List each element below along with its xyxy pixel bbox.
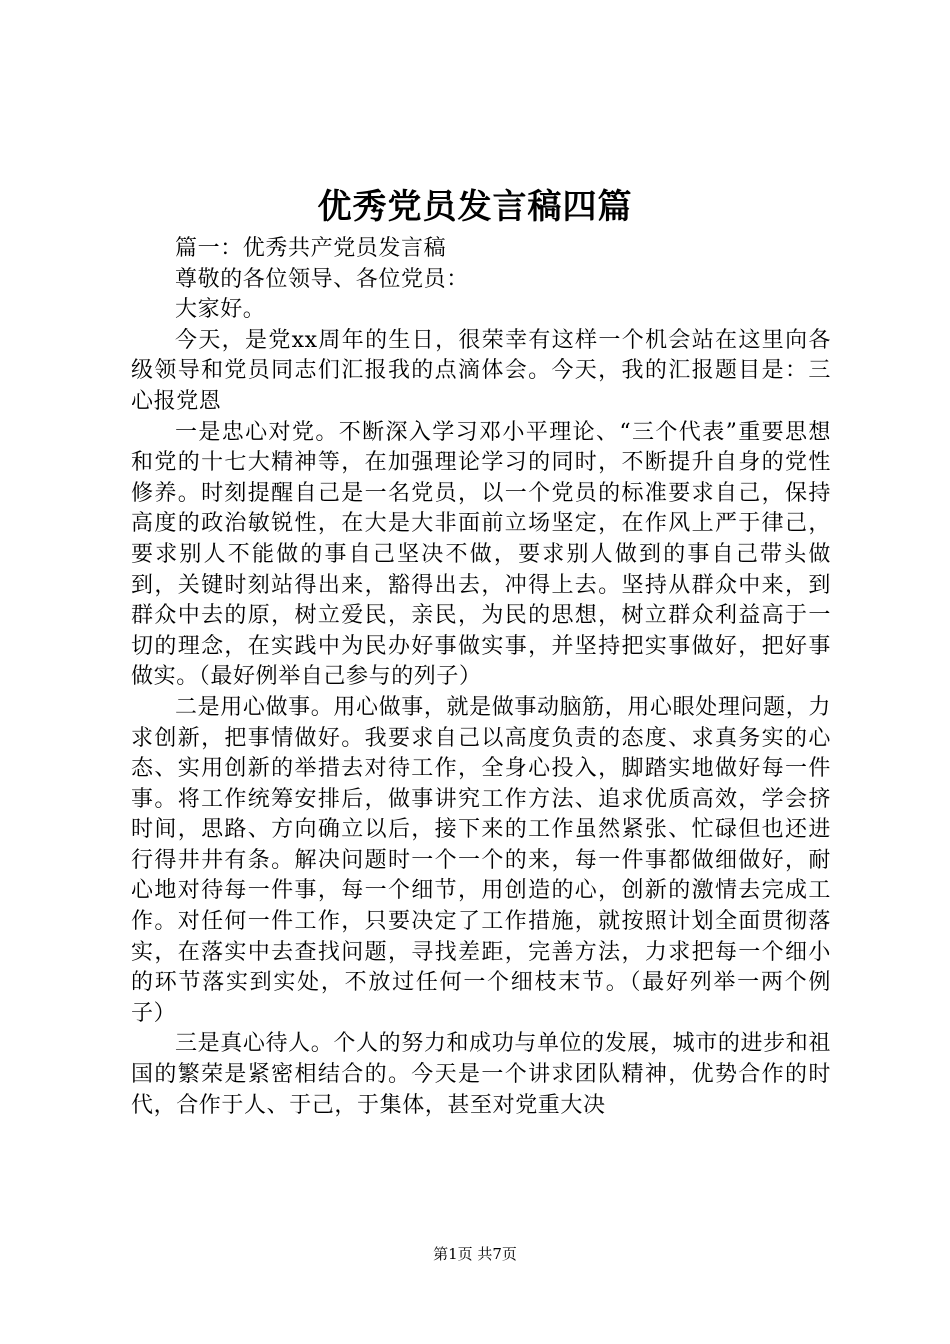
paragraph-section-heading: 篇一：优秀共产党员发言稿 [175, 236, 447, 261]
paragraph-greeting: 大家好。 [175, 297, 266, 323]
paragraph-salutation: 尊敬的各位领导、各位党员： [175, 266, 469, 292]
paragraph-intro: 今天，是党xx周年的生日，很荣幸有这样一个机会站在这里向各级领导和党员同志们汇报我的点滴体会。今天，我的汇报题目是：三心报党恩 [131, 327, 831, 414]
page-footer: 第1页 共7页 [433, 1245, 517, 1263]
paragraph-diligence: 二是用心做事。用心做事，就是做事动脑筋，用心眼处理问题，力求创新，把事情做好。我要求自己以高度负责的态度、求真务实的心态、实用创新的举措去对待工作，全身心投入，脚踏实地做好每一件事。将工作统筹安排后，做事讲究工作方法、追求优质高效，学会挤时间，思路、方向确立以后，接下来的工作虽然紧张、忙碌但也还进行得井井有条。解决问题时一个一个的来，每一件事都做细做好，耐心地对待每一件事，每一个细节，用创造的心，创新的激情去完成工作。对任何一件工作，只要决定了工作措施，就按照计划全面贯彻落实，在落实中去查找问题，寻找差距，完善方法，力求把每一个细小的环节落实到实处，不放过任何一个细枝末节。（最好列举一两个例子） [131, 694, 831, 1026]
document-title: 优秀党员发言稿四篇 [317, 187, 633, 227]
document-body [131, 234, 831, 1121]
paragraph-sincerity: 三是真心待人。个人的努力和成功与单位的发展，城市的进步和祖国的繁荣是紧密相结合的。今天是一个讲求团队精神，优势合作的时代，合作于人、于己，于集体，甚至对党重大决 [131, 1031, 831, 1118]
paragraph-loyalty: 一是忠心对党。不断深入学习邓小平理论、“三个代表”重要思想和党的十七大精神等，在加强理论学习的同时，不断提升自身的党性修养。时刻提醒自己是一名党员，以一个党员的标准要求自己，保持高度的政治敏锐性，在大是大非面前立场坚定，在作风上严于律己，要求别人不能做的事自己坚决不做，要求别人做到的事自己带头做到，关键时刻站得出来，豁得出去，冲得上去。坚持从群众中来，到群众中去的原，树立爱民，亲民，为民的思想，树立群众利益高于一切的理念，在实践中为民办好事做实事，并坚持把实事做好，把好事做实。（最好例举自己参与的列子） [131, 419, 831, 690]
